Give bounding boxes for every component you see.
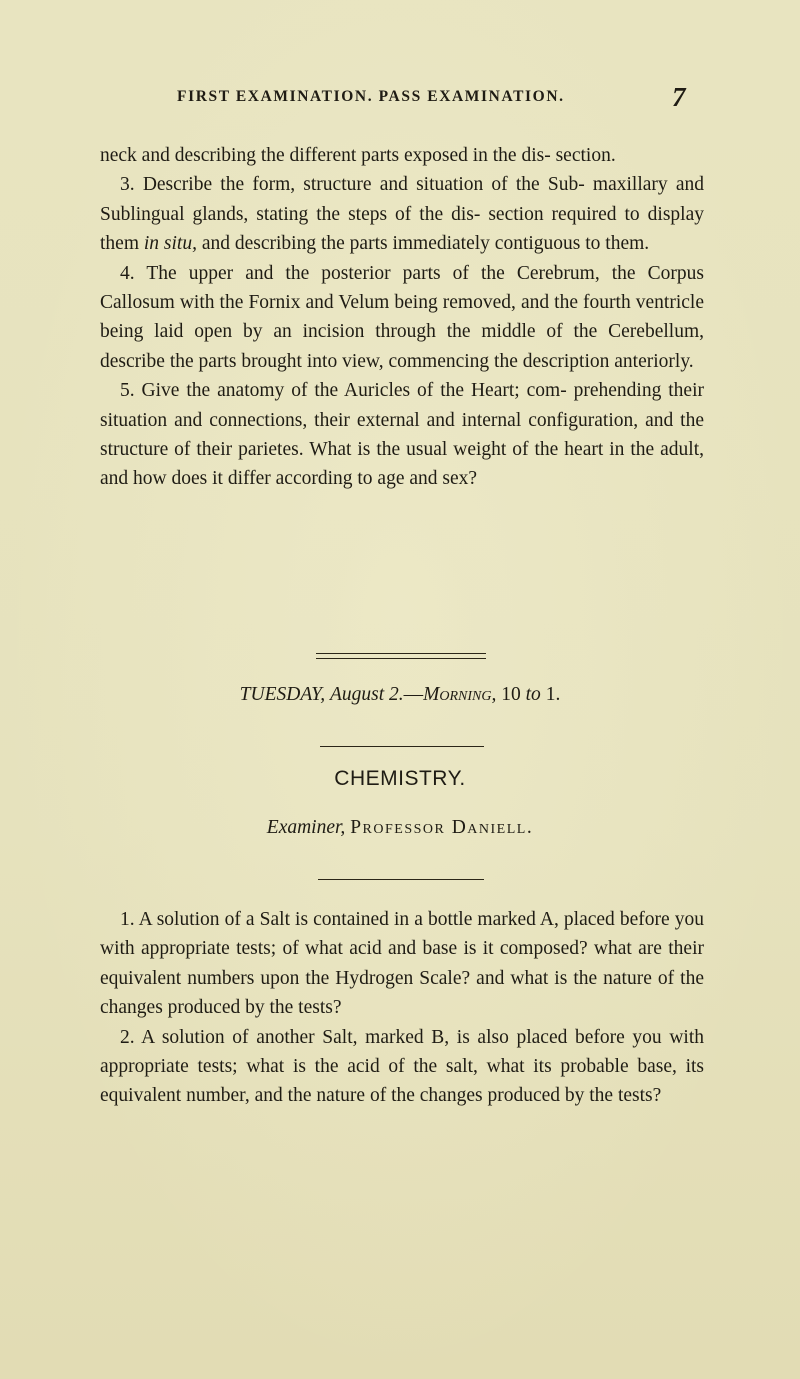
session-time-from: 10 [501, 684, 521, 705]
single-rule-divider [320, 746, 484, 747]
subject-heading: CHEMISTRY. [334, 767, 466, 790]
session-day: TUESDAY, [239, 684, 326, 705]
session-dash: — [403, 684, 424, 705]
examiner-line [0, 817, 800, 839]
continuation-paragraph: neck and describing the different parts exposed in the dis- section. [100, 145, 616, 166]
session-date: August 2. [329, 684, 404, 705]
question-3 [100, 170, 704, 258]
question-3-text-b: and describing the parts immediately contiguous to them. [196, 233, 650, 255]
question-4: 4. The upper and the posterior parts of the Cerebrum, the Corpus Callosum with the Fornix and Velum being removed, and the fourth ventricle being laid open by an incision through the middle of the Cerebellum, describe the parts brought into view, commencing the description anteriorly. [100, 262, 704, 372]
chemistry-questions [100, 905, 704, 1111]
question-3-italic: in situ, [143, 233, 197, 255]
double-rule-divider [316, 653, 486, 659]
session-heading [0, 684, 800, 706]
examiner-label: Examiner, [266, 817, 346, 838]
question-5: 5. Give the anatomy of the Auricles of the Heart; com- prehending their situation and connections, their external and internal configuration, and the structure of their parietes. What is the usual weight of the heart in the adult, and how does it differ according to age and sex? [100, 380, 704, 490]
chemistry-question-1: 1. A solution of a Salt is contained in a bottle marked A, placed before you with appropriate tests; of what acid and base is it composed? what are their equivalent numbers upon the Hydrogen Scale? and what is the nature of the changes produced by the tests? [100, 909, 704, 1019]
question-3-text-a: 3. Describe the form, structure and situation of the Sub- maxillary and Sublingual glands, stating the steps of the dis- section required to display them [100, 174, 704, 255]
page-number: 7 [672, 82, 686, 112]
examiner-name: Professor Daniell. [350, 817, 534, 838]
single-rule-divider-2 [318, 879, 484, 880]
anatomy-questions [100, 141, 704, 494]
chemistry-question-2: 2. A solution of another Salt, marked B, is also placed before you with appropriate tests; what is the acid of the salt, what its probable base, its equivalent number, and the nature of the changes produced by the tests? [100, 1026, 704, 1107]
running-head [0, 82, 800, 118]
session-time-to: 1. [545, 684, 561, 705]
session-part: Morning, [423, 684, 497, 705]
session-to: to [525, 684, 541, 705]
running-title: FIRST EXAMINATION. PASS EXAMINATION. [177, 88, 565, 105]
